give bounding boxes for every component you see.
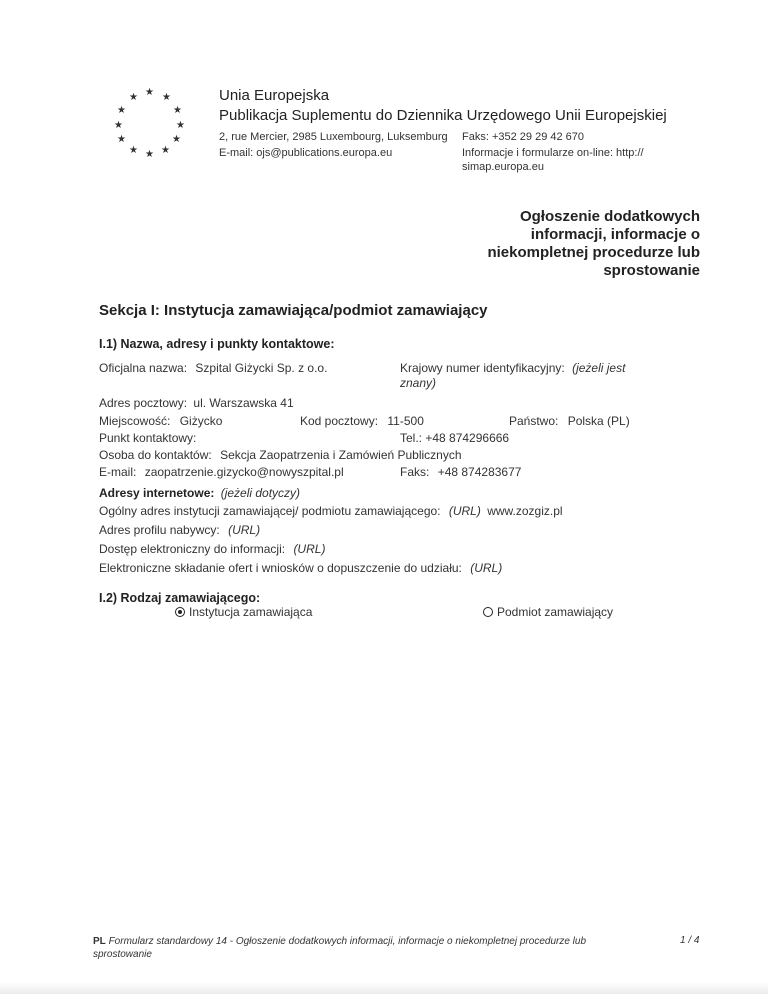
postcode-value: 11-500 (387, 414, 424, 428)
national-id-hint-cont: znany) (400, 376, 437, 390)
country-value: Polska (PL) (567, 414, 630, 428)
header-address: 2, rue Mercier, 2985 Luxembourg, Luksemburg (219, 131, 448, 143)
contact-person-value: Sekcja Zaopatrzenia i Zamówień Publicznych (220, 448, 462, 462)
footer (93, 935, 653, 961)
official-name-value: Szpital Giżycki Sp. z o.o. (195, 361, 328, 375)
national-id-label: Krajowy numer identyfikacyjny: (400, 361, 565, 375)
postal-address-label: Adres pocztowy: (99, 396, 188, 410)
email-value: zaopatrzenie.gizycko@nowyszpital.pl (144, 465, 344, 479)
header-publication: Publikacja Suplementu do Dziennika Urzędowego Unii Europejskiej (219, 107, 667, 124)
contracting-type-option-authority (175, 605, 312, 619)
buyer-profile-label: Adres profilu nabywcy: (99, 523, 220, 537)
postal-address-value: ul. Warszawska 41 (193, 396, 294, 410)
postcode-label: Kod pocztowy: (300, 414, 379, 428)
general-address-url-hint: (URL) (448, 504, 481, 518)
city-value: Giżycko (179, 414, 223, 428)
footer-text: Formularz standardowy 14 - Ogłoszenie dodatkowych informacji, informacje o niekompletnej procedurze lub (108, 936, 587, 947)
contact-person-label: Osoba do kontaktów: (99, 448, 212, 462)
header-info-line1: Informacje i formularze on-line: http:// (462, 147, 644, 159)
star-icon: ★ (176, 120, 185, 131)
star-icon: ★ (145, 149, 154, 160)
contact-point-label: Punkt kontaktowy: (99, 431, 197, 445)
star-icon: ★ (172, 134, 181, 145)
document-title-line: informacji, informacje o (530, 226, 700, 243)
subsection-heading-i2: I.2) Rodzaj zamawiającego: (99, 591, 261, 605)
buyer-profile-row (99, 523, 260, 537)
star-icon: ★ (145, 87, 154, 98)
contact-person-row (99, 448, 462, 462)
header-fax: Faks: +352 29 29 42 670 (462, 131, 585, 143)
e-access-row (99, 542, 325, 556)
scan-edge-shadow (0, 982, 768, 994)
e-submission-row (99, 561, 502, 575)
document-title-line: Ogłoszenie dodatkowych (519, 208, 700, 225)
general-address-label: Ogólny adres instytucji zamawiającej/ podmiotu zamawiającego: (99, 504, 441, 518)
email-label: E-mail: (99, 465, 137, 479)
radio-unselected-icon (483, 607, 493, 617)
document-title-line: niekompletnej procedurze lub (487, 244, 700, 261)
email-row (99, 465, 344, 479)
star-icon: ★ (173, 105, 182, 116)
section-heading: Sekcja I: Instytucja zamawiająca/podmiot zamawiający (99, 302, 488, 319)
header-org: Unia Europejska (219, 87, 330, 104)
subsection-heading-i1: I.1) Nazwa, adresy i punkty kontaktowe: (99, 337, 335, 351)
buyer-profile-url-hint: (URL) (228, 523, 261, 537)
option-label: Podmiot zamawiający (497, 605, 614, 619)
footer-lang: PL (93, 936, 106, 947)
e-access-url-hint: (URL) (293, 542, 326, 556)
internet-addresses-row (99, 486, 300, 500)
eu-stars-logo (112, 88, 184, 160)
page-number: 1 / 4 (680, 935, 700, 946)
city-row (99, 414, 222, 428)
header-info-line2: simap.europa.eu (462, 161, 544, 173)
postcode-row (300, 414, 424, 428)
star-icon: ★ (161, 145, 170, 156)
fax-row (400, 465, 521, 479)
option-label: Instytucja zamawiająca (189, 605, 313, 619)
document-title (460, 208, 700, 280)
star-icon: ★ (129, 92, 138, 103)
postal-address-row (99, 396, 294, 410)
contracting-type-option-entity (483, 605, 613, 619)
footer-text-cont: sprostowanie (93, 949, 152, 960)
star-icon: ★ (162, 92, 171, 103)
e-access-label: Dostęp elektroniczny do informacji: (99, 542, 286, 556)
fax-value: +48 874283677 (437, 465, 522, 479)
country-label: Państwo: (509, 414, 559, 428)
header-email: E-mail: ojs@publications.europa.eu (219, 147, 393, 159)
fax-label: Faks: (400, 465, 430, 479)
national-id-hint: (jeżeli jest (572, 361, 626, 375)
city-label: Miejscowość: (99, 414, 171, 428)
general-address-value: www.zozgiz.pl (487, 504, 563, 518)
e-submission-label: Elektroniczne składanie ofert i wniosków o dopuszczenie do udziału: (99, 561, 462, 575)
e-submission-url-hint: (URL) (470, 561, 503, 575)
telephone: Tel.: +48 874296666 (400, 431, 510, 445)
star-icon: ★ (129, 145, 138, 156)
document-title-line: sprostowanie (603, 262, 700, 279)
national-id-row (400, 361, 625, 375)
radio-selected-icon (175, 607, 185, 617)
star-icon: ★ (117, 134, 126, 145)
general-address-row (99, 504, 563, 518)
official-name-row (99, 361, 327, 375)
star-icon: ★ (117, 105, 126, 116)
internet-addresses-hint: (jeżeli dotyczy) (220, 486, 301, 500)
country-row (509, 414, 630, 428)
internet-addresses-label: Adresy internetowe: (99, 486, 215, 500)
official-name-label: Oficjalna nazwa: (99, 361, 188, 375)
star-icon: ★ (114, 120, 123, 131)
